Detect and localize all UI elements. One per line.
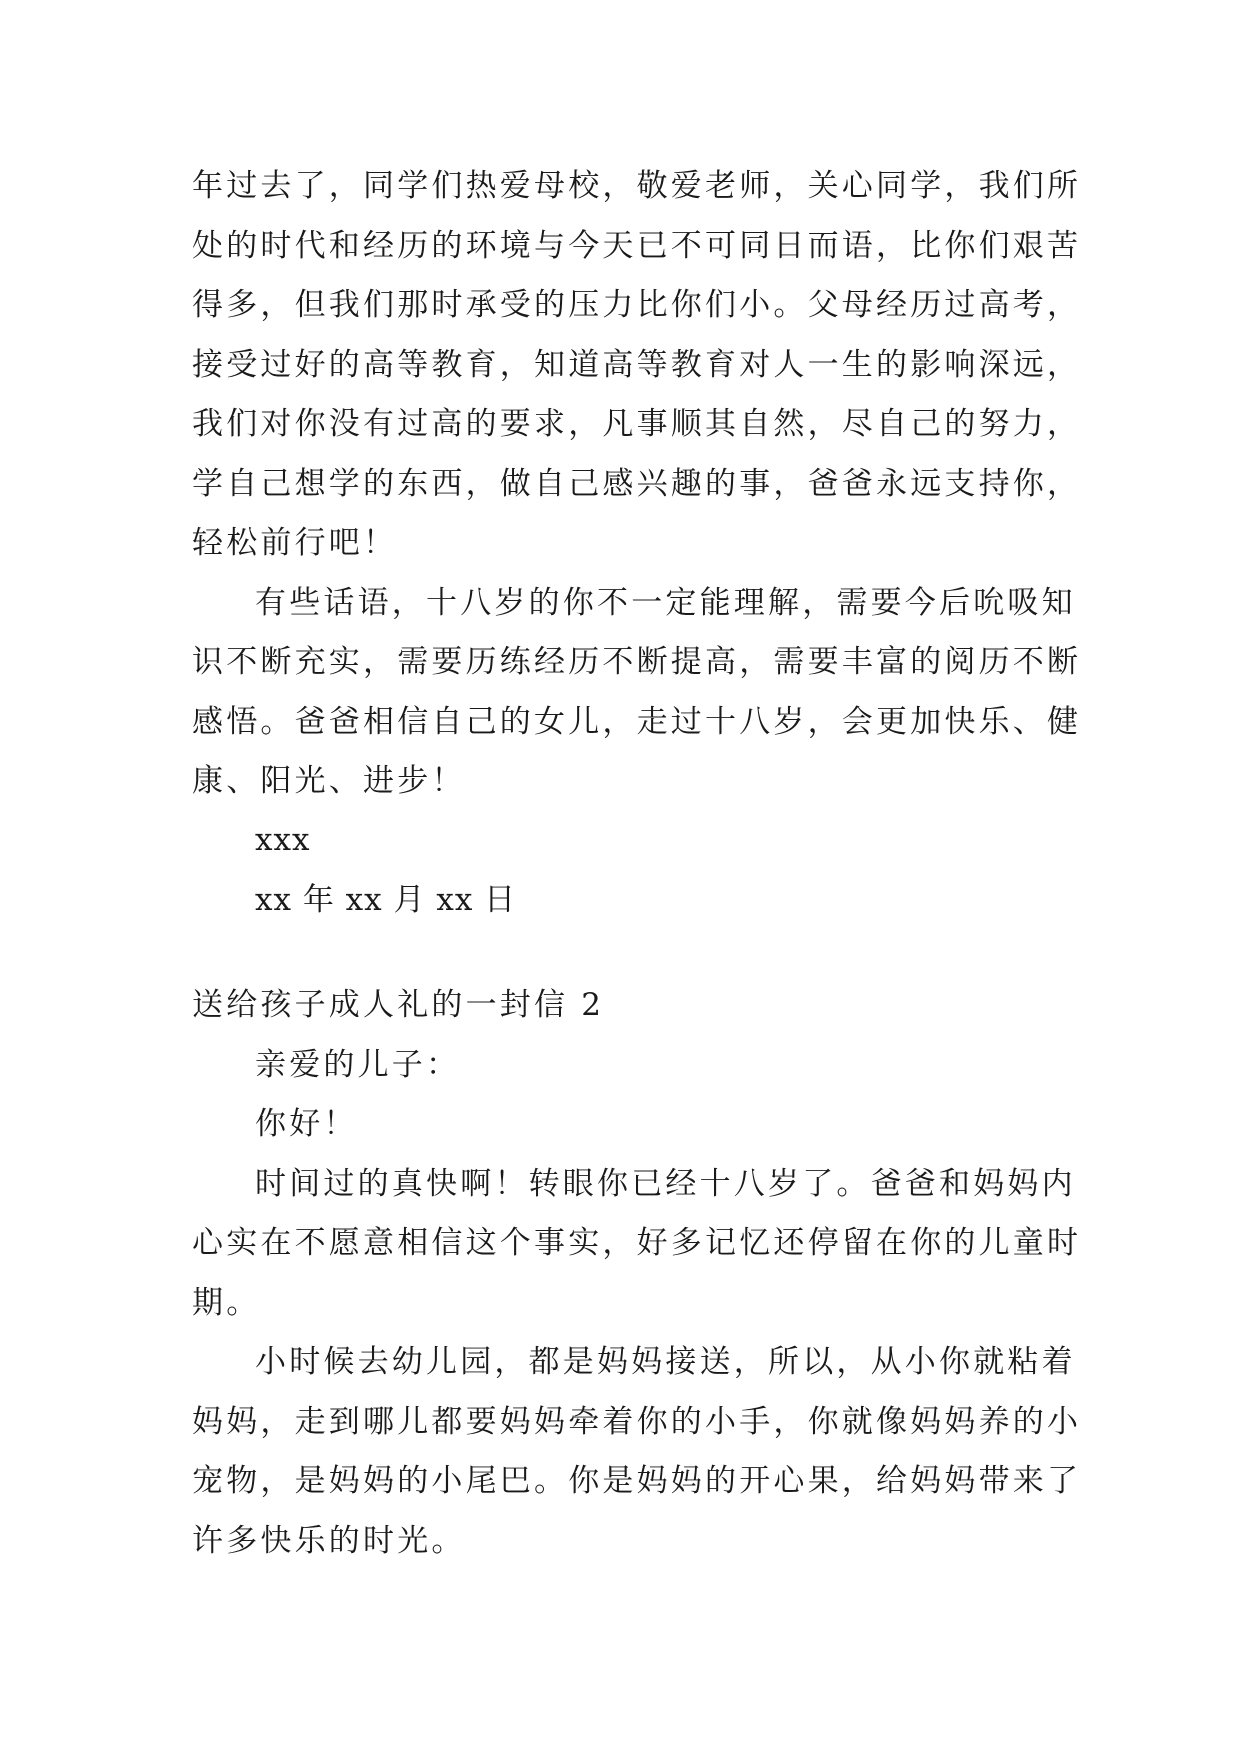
paragraph-line: 得多，但我们那时承受的压力比你们小。父母经历过高考，: [192, 287, 1082, 323]
paragraph-line: 轻松前行吧！: [192, 525, 398, 561]
paragraph-line: 小时候去幼儿园，都是妈妈接送，所以，从小你就粘着: [255, 1344, 1076, 1380]
paragraph-line: 接受过好的高等教育，知道高等教育对人一生的影响深远，: [192, 347, 1082, 383]
paragraph-line: 学自己想学的东西，做自己感兴趣的事，爸爸永远支持你，: [192, 466, 1082, 502]
paragraph-line: 妈妈，走到哪儿都要妈妈牵着你的小手，你就像妈妈养的小: [192, 1404, 1082, 1440]
paragraph-line: 心实在不愿意相信这个事实，好多记忆还停留在你的儿童时: [192, 1225, 1082, 1261]
paragraph-line: 识不断充实，需要历练经历不断提高，需要丰富的阅历不断: [192, 644, 1082, 680]
paragraph-line: 康、阳光、进步！: [192, 763, 466, 799]
greeting: 你好！: [255, 1106, 358, 1142]
salutation: 亲爱的儿子：: [255, 1047, 461, 1083]
paragraph-line: 许多快乐的时光。: [192, 1523, 466, 1559]
paragraph-line: 处的时代和经历的环境与今天已不可同日而语，比你们艰苦: [192, 228, 1082, 264]
paragraph-line: 我们对你没有过高的要求，凡事顺其自然，尽自己的努力，: [192, 406, 1082, 442]
paragraph-line: 有些话语，十八岁的你不一定能理解，需要今后吮吸知: [255, 585, 1076, 621]
signature: xxx: [255, 822, 311, 858]
letter-date: xx 年 xx 月 xx 日: [255, 882, 517, 918]
paragraph-line: 时间过的真快啊！转眼你已经十八岁了。爸爸和妈妈内: [255, 1166, 1076, 1202]
paragraph-line: 年过去了，同学们热爱母校，敬爱老师，关心同学，我们所: [192, 168, 1082, 204]
paragraph-line: 宠物，是妈妈的小尾巴。你是妈妈的开心果，给妈妈带来了: [192, 1463, 1082, 1499]
paragraph-line: 期。: [192, 1285, 261, 1321]
paragraph-line: 感悟。爸爸相信自己的女儿，走过十八岁，会更加快乐、健: [192, 704, 1082, 740]
letter-title: 送给孩子成人礼的一封信 2: [192, 987, 605, 1023]
